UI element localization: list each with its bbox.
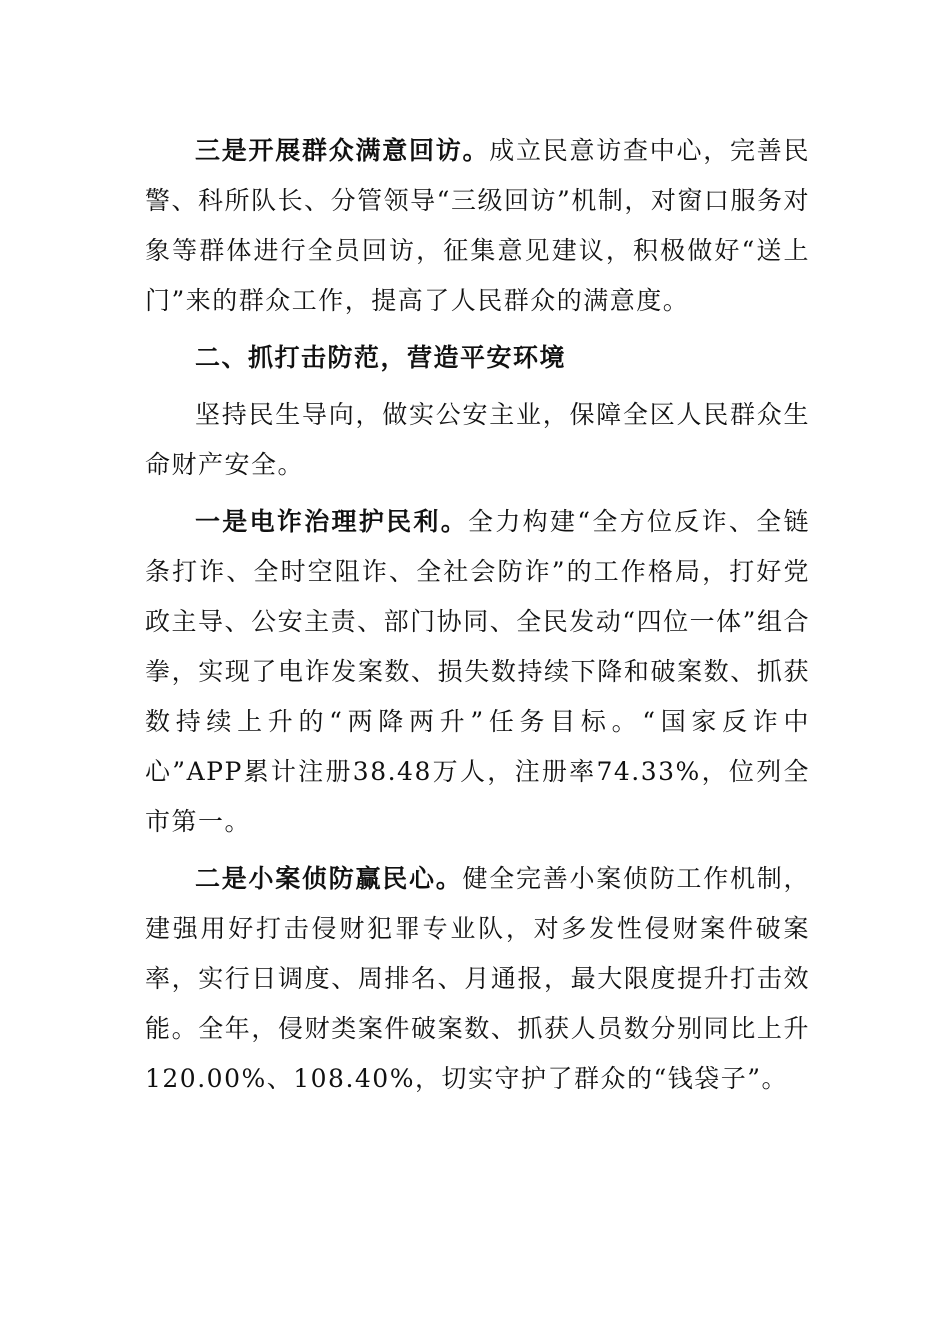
paragraph-satisfaction-followup bbox=[145, 126, 810, 326]
paragraph-anti-fraud bbox=[145, 497, 810, 847]
paragraph-lead: 三是开展群众满意回访。 bbox=[195, 136, 490, 165]
document-page bbox=[145, 126, 810, 1111]
paragraph-intro bbox=[145, 390, 810, 490]
section-heading: 二、抓打击防范，营造平安环境 bbox=[195, 343, 567, 372]
paragraph-text: 成立民意访查中心，完善民警、科所队长、分管领导“三级回访”机制，对窗口服务对象等群体进行全员回访，征集意见建议，积极做好“送上门”来的群众工作，提高了人民群众的满意度。 bbox=[145, 136, 810, 315]
paragraph-small-cases bbox=[145, 854, 810, 1104]
paragraph-text: 全力构建“全方位反诈、全链条打诈、全时空阻诈、全社会防诈”的工作格局，打好党政主导、公安主责、部门协同、全民发动“四位一体”组合拳，实现了电诈发案数、损失数持续下降和破案数、抓获数持续上升的“两降两升”任务目标。“国家反诈中心”APP累计注册38.48万人，注册率74.33%，位列全市第一。 bbox=[145, 507, 810, 836]
paragraph-text: 健全完善小案侦防工作机制，建强用好打击侵财犯罪专业队，对多发性侵财案件破案率，实行日调度、周排名、月通报，最大限度提升打击效能。全年，侵财类案件破案数、抓获人员数分别同比上升120.00%、108.40%，切实守护了群众的“钱袋子”。 bbox=[145, 864, 810, 1093]
paragraph-lead: 一是电诈治理护民利。 bbox=[195, 507, 469, 536]
paragraph-text: 坚持民生导向，做实公安主业，保障全区人民群众生命财产安全。 bbox=[145, 400, 810, 479]
paragraph-lead: 二是小案侦防赢民心。 bbox=[195, 864, 463, 893]
